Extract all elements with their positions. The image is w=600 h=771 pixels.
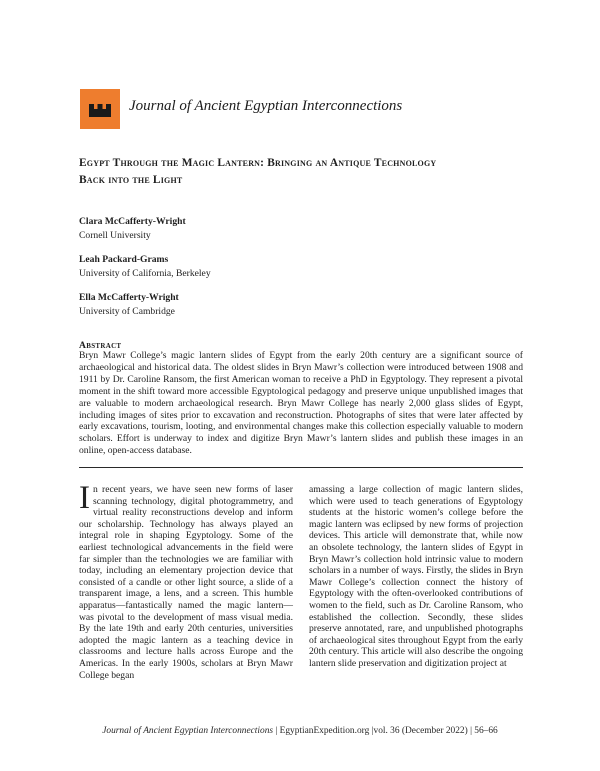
author-name: Ella McCafferty-Wright xyxy=(79,292,179,303)
author-affiliation: University of California, Berkeley xyxy=(79,267,211,279)
article-title-line2: Back into the Light xyxy=(79,174,183,186)
author-block xyxy=(79,215,186,242)
body-column-left xyxy=(79,480,293,681)
author-name: Clara McCafferty-Wright xyxy=(79,216,186,227)
body-column-right xyxy=(309,484,523,670)
abstract-heading: Abstract xyxy=(79,340,122,351)
footer-website-link[interactable]: EgyptianExpedition.org xyxy=(279,726,370,736)
abstract-text: Bryn Mawr College’s magic lantern slides of Egypt from the early 20th century are a significant source of archaeological and historical data. The oldest slides in Bryn Mawr’s collection were introduced between 1908 and 1911 by Dr. Caroline Ransom, the first American woman to receive a PhD in Egyptology. They represent a pivotal moment in the shift toward more accessible Egyptological pedagogy and preserve unique unpublished images that are valuable to modern archaeological research. Bryn Mawr College has nearly 2,000 glass slides of Egypt, including images of sites prior to excavation and reconstruction. Photographs of sites that were later affected by early excavations, tourism, looting, and environmental changes make this collection especially valuable to modern scholars. Effort is underway to index and digitize Bryn Mawr’s lantern slides and publish these images in an online, open-access database. xyxy=(79,350,523,457)
article-title-line1: Egypt Through the Magic Lantern: Bringing an Antique Technology xyxy=(79,157,437,169)
author-affiliation: University of Cambridge xyxy=(79,305,175,317)
page-footer xyxy=(0,726,600,736)
footer-journal: Journal of Ancient Egyptian Interconnections xyxy=(102,726,274,736)
footer-volume: |vol. 36 (December 2022) | 56–66 xyxy=(369,726,498,736)
crown-logo-icon xyxy=(80,89,120,129)
drop-cap: I xyxy=(79,480,90,516)
footer-separator: | xyxy=(273,726,280,736)
article-title xyxy=(79,155,529,189)
body-text-left: n recent years, we have seen new forms of laser scanning technology, digital photogrammetry, and virtual reality reconstructions develop and inform our scholarship. Technology has always played an integral role in shaping Egyptology. Some of the earliest technological advancements in the field were far simpler than the technologies we are familiar with today, including an elementary projection device that consisted of a candle or other light source, a slide of a transparent image, a lens, and a screen. This humble apparatus—fantastically named the magic lantern—was pivotal to the development of mass visual media. By the late 19th and early 20th centuries, universities adopted the magic lantern as a teaching device in classrooms and lecture halls across Europe and the Americas. In the early 1900s, scholars at Bryn Mawr College began xyxy=(79,484,293,681)
author-affiliation: Cornell University xyxy=(79,229,151,241)
journal-logo xyxy=(80,89,120,129)
journal-name: Journal of Ancient Egyptian Interconnections xyxy=(129,98,403,114)
body-text-right: amassing a large collection of magic lantern slides, which were used to teach generations of Egyptology students at the historic women’s college before the magic lantern was eclipsed by new forms of projection devices. This article will demonstrate that, while now an obsolete technology, the lantern slides of Egypt in Bryn Mawr’s collection hold intrinsic value to modern scholars in a number of ways. Firstly, the slides in Bryn Mawr College’s collection connect the history of Egyptology with the often-overlooked contributions of women to the field, such as Dr. Caroline Ransom, who established the collection. Secondly, these slides preserve annotated, rare, and unpublished photographs of archaeological sites throughout Egypt from the early 20th century. This article will also describe the ongoing lantern slide preservation and digitization project at xyxy=(309,484,523,669)
author-block xyxy=(79,253,211,280)
author-block xyxy=(79,291,179,318)
section-divider xyxy=(79,467,523,468)
author-name: Leah Packard-Grams xyxy=(79,254,169,265)
